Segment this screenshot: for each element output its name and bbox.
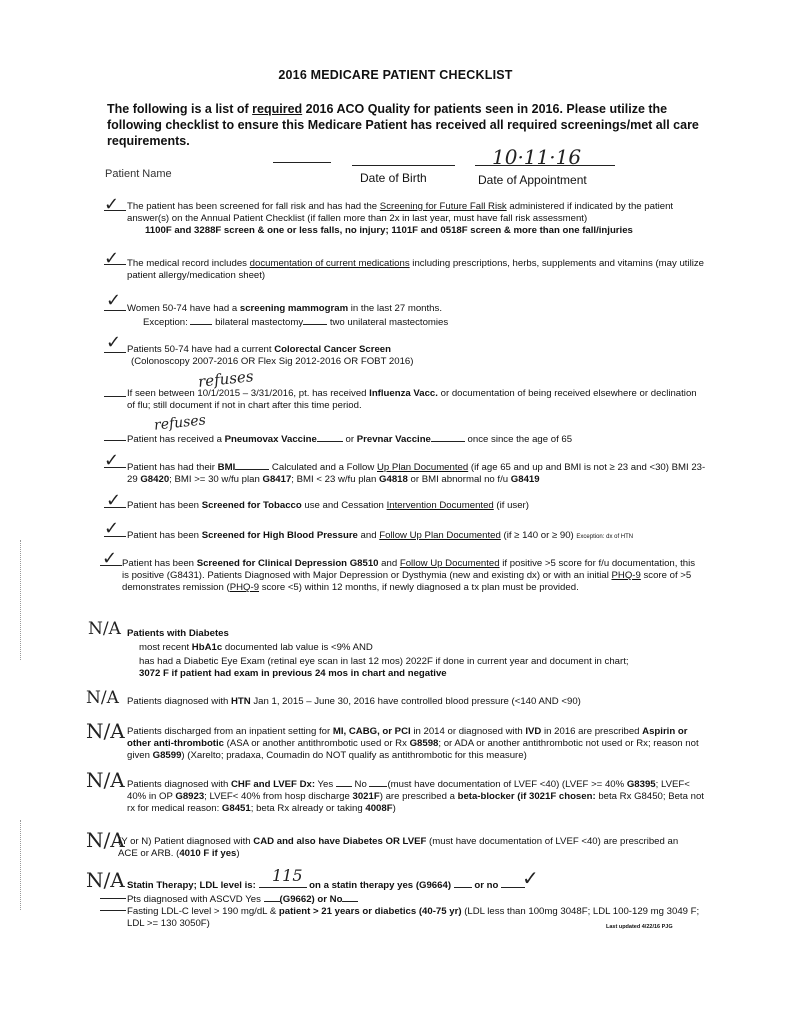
blood-pressure-checkbox[interactable] <box>104 536 126 537</box>
tobacco-text3: (if user) <box>493 500 529 511</box>
pneumovax-text: Patient has received a <box>127 434 225 445</box>
bmi-text: Patient has had their <box>127 462 218 473</box>
tobacco-text: Patient has been <box>127 500 202 511</box>
depression-phq9: PHQ-9 <box>611 570 641 581</box>
bmi-blank[interactable] <box>235 460 269 470</box>
mammogram-bold: screening mammogram <box>239 303 349 314</box>
chf-text6: beta Rx G8450; Beta not rx for medical reason: <box>127 791 704 814</box>
fasting-ldl-text: Fasting LDL-C level > 190 mg/dL & <box>127 906 279 917</box>
chf-text: Patients diagnosed with <box>127 779 231 790</box>
depression-checkbox[interactable] <box>100 565 122 566</box>
pneumovax-checkbox[interactable] <box>104 440 126 441</box>
bp-exception: Exception: dx of HTN <box>576 534 634 540</box>
chf-text4: ; LVEF< 40% from hosp discharge <box>204 791 353 802</box>
bmi-code-g8420: G8420 <box>140 474 170 485</box>
cad-item <box>118 836 698 860</box>
aspirin-text4: (ASA or another antithrombotic used or Rx <box>224 738 410 749</box>
aspirin-bold2: IVD <box>525 726 542 737</box>
statin-no-blank[interactable] <box>501 878 525 888</box>
prevnar-blank[interactable] <box>431 432 465 442</box>
influenza-handwriting: refuses <box>197 367 255 391</box>
fall-risk-item <box>127 201 707 237</box>
htn-na-mark: N/A <box>86 688 119 708</box>
tobacco-underline: Intervention Documented <box>386 500 494 511</box>
medications-checkbox[interactable] <box>104 264 126 265</box>
mammogram-text: Women 50-74 have had a <box>127 303 240 314</box>
mammogram-text2: in the last 27 months. <box>348 303 442 314</box>
intro-text <box>107 101 707 149</box>
cad-text2: (must have documentation of LVEF <40) are prescribed an ACE or ARB. ( <box>118 836 679 859</box>
htn-item <box>127 696 707 708</box>
bmi-text4: ; BMI >= 30 w/fu plan <box>169 474 263 485</box>
chf-no: No <box>351 779 370 790</box>
intro-part1: The following is a list of <box>107 102 253 116</box>
chf-text3: ; LVEF< 40% in OP <box>127 779 690 802</box>
ldl-level-blank[interactable] <box>259 878 307 888</box>
chf-code-4008f: 4008F <box>365 803 393 814</box>
cad-bold: CAD and also have Diabetes OR LVEF <box>253 836 427 847</box>
bmi-text5: ; BMI < 23 w/fu plan <box>291 474 380 485</box>
colorectal-text: Patients 50-74 have had a current <box>127 344 275 355</box>
diabetes-na-mark: N/A <box>88 619 121 639</box>
depression-text2: and <box>378 558 400 569</box>
prevnar-bold: Prevnar Vaccine <box>356 434 431 445</box>
fall-risk-underline: Screening for Future Fall Risk <box>379 201 507 212</box>
pneumovax-handwriting: refuses <box>153 412 207 434</box>
aspirin-item <box>127 726 707 762</box>
pneumovax-item <box>127 432 707 446</box>
fall-risk-checkmark: ✓ <box>104 194 120 215</box>
statin-item <box>127 878 707 930</box>
tobacco-bold: Screened for Tobacco <box>201 500 302 511</box>
pneumovax-text2: once since the age of 65 <box>464 434 573 445</box>
cad-code-4010f: 4010 F if yes <box>179 848 237 859</box>
hba1c-bold: HbA1c <box>191 642 223 653</box>
colorectal-checkbox[interactable] <box>104 352 126 353</box>
pneumovax-blank[interactable] <box>317 432 343 442</box>
bp-text: Patient has been <box>127 530 202 541</box>
ascvd-code: (G9662) or No <box>279 894 343 905</box>
htn-text2: Jan 1, 2015 – June 30, 2016 have controlled blood pressure (<140 AND <90) <box>250 696 581 707</box>
ascvd-checkbox[interactable] <box>100 898 126 899</box>
appointment-date-value: 10·11·16 <box>492 145 582 169</box>
aspirin-bold3: Aspirin or other anti-thrombotic <box>127 726 688 749</box>
chf-beta-blocker: beta-blocker (if 3021F chosen: <box>457 791 596 802</box>
mammogram-option-bilateral: bilateral mastectomy <box>215 317 304 328</box>
bmi-checkmark: ✓ <box>104 450 120 471</box>
bmi-text3: (if age 65 and up and BMI is not ≥ 23 and <30) BMI 23-29 <box>127 462 706 485</box>
ascvd-yes-blank[interactable] <box>264 892 280 902</box>
bp-text2: and <box>357 530 380 541</box>
chf-text5: ) are prescribed a <box>379 791 458 802</box>
tobacco-checkmark: ✓ <box>106 490 122 511</box>
chf-code-g8923: G8923 <box>175 791 205 802</box>
dob-label: Date of Birth <box>360 171 427 185</box>
cad-na-mark: N/A <box>86 828 125 852</box>
mammogram-option-unilateral: two unilateral mastectomies <box>329 317 449 328</box>
statin-no-checkmark: ✓ <box>522 866 539 890</box>
htn-text: Patients diagnosed with <box>127 696 231 707</box>
bmi-text6: or BMI abnormal no f/u <box>407 474 511 485</box>
appointment-date-label: Date of Appointment <box>478 173 587 187</box>
influenza-text: If seen between 10/1/2015 – 3/31/2016, pt. has received <box>127 388 370 399</box>
aspirin-text: Patients discharged from an inpatient setting for <box>127 726 333 737</box>
fall-risk-text2: administered if indicated by the patient answer(s) on the Annual Patient Checklist (if fallen more than 2x in last year, must have fall risk assessment) <box>127 201 674 224</box>
dob-field[interactable] <box>352 165 455 166</box>
unilateral-blank[interactable] <box>303 315 327 325</box>
aspirin-text3: in 2016 are prescribed <box>541 726 643 737</box>
tobacco-checkbox[interactable] <box>104 507 126 508</box>
bmi-item <box>127 460 707 486</box>
pneumovax-or: or <box>342 434 357 445</box>
colorectal-item <box>127 344 707 368</box>
aspirin-na-mark: N/A <box>86 719 125 743</box>
chf-text7: ; beta Rx already or taking <box>250 803 366 814</box>
medications-underline: documentation of current medications <box>249 258 410 269</box>
depression-checkmark: ✓ <box>102 548 118 569</box>
colorectal-checkmark: ✓ <box>106 332 122 353</box>
bmi-code-g8419: G8419 <box>510 474 540 485</box>
aspirin-text6: ) (Xarelto; pradaxa, Coumadin do NOT qualify as antithrombotic for this measure) <box>181 750 527 761</box>
cad-text3: ) <box>236 848 240 859</box>
influenza-checkbox[interactable] <box>104 396 126 397</box>
pneumovax-bold: Pneumovax Vaccine <box>224 434 317 445</box>
influenza-text2: or documentation of being received elsewhere or declination of flu; still document if not in chart after this time period. <box>127 388 697 411</box>
chf-bold: CHF and LVEF Dx: <box>231 779 316 790</box>
aspirin-code-g8599: G8599 <box>152 750 182 761</box>
bilateral-blank[interactable] <box>190 315 212 325</box>
aspirin-text2: in 2014 or diagnosed with <box>410 726 526 737</box>
statin-label: Statin Therapy; LDL level is: <box>127 880 259 891</box>
bmi-code-g4818: G4818 <box>379 474 408 485</box>
mammogram-item <box>127 303 707 329</box>
mammogram-checkbox[interactable] <box>104 310 126 311</box>
medications-text: The medical record includes <box>127 258 250 269</box>
cad-text: (Y or N) Patient diagnosed with <box>118 836 254 847</box>
hba1c-text2: documented lab value is <9% AND <box>222 642 373 653</box>
page-title: 2016 MEDICARE PATIENT CHECKLIST <box>278 68 513 82</box>
tobacco-item <box>127 500 707 512</box>
influenza-item <box>127 388 707 412</box>
depression-text: Patient has been <box>122 558 197 569</box>
medications-checkmark: ✓ <box>104 248 120 269</box>
eye-exam-text2: 3072 F if patient had exam in previous 24 mos in chart and negative <box>139 668 447 679</box>
chf-yes: Yes <box>315 779 336 790</box>
hba1c-text: most recent <box>139 642 192 653</box>
statin-yes-blank[interactable] <box>454 878 472 888</box>
fasting-ldl-checkbox[interactable] <box>100 910 126 911</box>
bmi-bold: BMI <box>217 462 236 473</box>
aspirin-code-g8598: G8598 <box>409 738 439 749</box>
htn-bold: HTN <box>231 696 251 707</box>
eye-exam-text: has had a Diabetic Eye Exam (retinal eye scan in last 12 mos) 2022F if done in current year and document in chart; <box>139 656 629 667</box>
depression-underline: Follow Up Documented <box>399 558 500 569</box>
statin-na-mark: N/A <box>86 868 125 892</box>
statin-yes: on a statin therapy yes (G9664) <box>306 880 454 891</box>
medications-text2: including prescriptions, herbs, supplements and vitamins (may utilize patient allergy/medication sheet) <box>127 258 704 281</box>
bp-underline: Follow Up Plan Documented <box>379 530 501 541</box>
fall-risk-checkbox[interactable] <box>104 210 126 211</box>
chf-text2: (must have documentation of LVEF <40) (LVEF >= 40% <box>387 779 627 790</box>
bmi-code-g8417: G8417 <box>262 474 292 485</box>
statin-no: or no <box>471 880 501 891</box>
ldl-value: 115 <box>272 866 303 885</box>
chf-item <box>127 777 707 815</box>
colorectal-text2: (Colonoscopy 2007-2016 OR Flex Sig 2012-2016 OR FOBT 2016) <box>131 356 414 367</box>
chf-no-blank[interactable] <box>369 777 387 787</box>
chf-code-g8451: G8451 <box>221 803 251 814</box>
depression-phq9-2: PHQ-9 <box>229 582 260 593</box>
tobacco-text2: use and Cessation <box>301 500 387 511</box>
intro-part2: 2016 ACO Quality for patients seen in 2016. Please utilize the following checklist to ensure this Medicare Patient has received all required screenings/met all care requirements. <box>107 102 699 148</box>
mammogram-exception-label: Exception: <box>143 317 188 328</box>
mammogram-checkmark: ✓ <box>106 290 122 311</box>
fall-risk-text: The patient has been screened for fall risk and has had the <box>127 201 380 212</box>
ascvd-text: Pts diagnosed with ASCVD Yes <box>127 894 264 905</box>
chf-code-3021f: 3021F <box>352 791 380 802</box>
fasting-ldl-text2: (LDL less than 100mg 3048F; LDL 100-129 mg 3049 F; LDL >= 130 3050F) <box>127 906 700 929</box>
intro-required: required <box>252 102 303 116</box>
bp-bold: Screened for High Blood Pressure <box>201 530 358 541</box>
bmi-checkbox[interactable] <box>104 467 126 468</box>
last-updated-note: Last updated 4/22/16 PJG <box>606 924 673 930</box>
chf-na-mark: N/A <box>86 768 125 792</box>
medications-item <box>127 258 707 282</box>
chf-code-g8395: G8395 <box>626 779 656 790</box>
bp-text3: (if ≥ 140 or ≥ 90) <box>500 530 577 541</box>
chf-text8: ) <box>392 803 396 814</box>
blood-pressure-item <box>127 530 707 543</box>
depression-bold: Screened for Clinical Depression G8510 <box>196 558 379 569</box>
colorectal-bold: Colorectal Cancer Screen <box>274 344 391 355</box>
diabetes-item <box>127 628 707 680</box>
patient-name-label: Patient Name <box>105 168 172 180</box>
patient-name-line <box>273 162 331 163</box>
depression-text3: if positive >5 score for f/u documentation, this is positive (G8431). Patients Diagnosed with Major Depression or Dysthymia (new and existing dx) or with an initial <box>122 558 696 581</box>
depression-text4: score of >5 demonstrates remission ( <box>122 570 692 593</box>
fall-risk-codes: 1100F and 3288F screen & one or less falls, no injury; 1101F and 0518F screen & more than one fall/injuries <box>145 225 633 236</box>
bmi-underline: Up Plan Documented <box>377 462 469 473</box>
aspirin-text5: ; or ADA or another antithrombotic not used or Rx; reason not given <box>127 738 699 761</box>
influenza-bold: Influenza Vacc. <box>369 388 438 399</box>
depression-text5: score <5) within 12 months, if newly diagnosed a tx plan must be provided. <box>259 582 579 593</box>
aspirin-bold1: MI, CABG, or PCI <box>332 726 411 737</box>
scan-mark <box>20 540 23 660</box>
ascvd-no-blank[interactable] <box>342 892 358 902</box>
blood-pressure-checkmark: ✓ <box>104 518 120 539</box>
scan-mark-lower <box>20 820 23 910</box>
bmi-text2: Calculated and a Follow <box>269 462 377 473</box>
fasting-ldl-bold: patient > 21 years or diabetics (40-75 yr) <box>278 906 462 917</box>
chf-yes-blank[interactable] <box>336 777 352 787</box>
diabetes-heading: Patients with Diabetes <box>127 628 229 639</box>
depression-item <box>122 558 702 594</box>
